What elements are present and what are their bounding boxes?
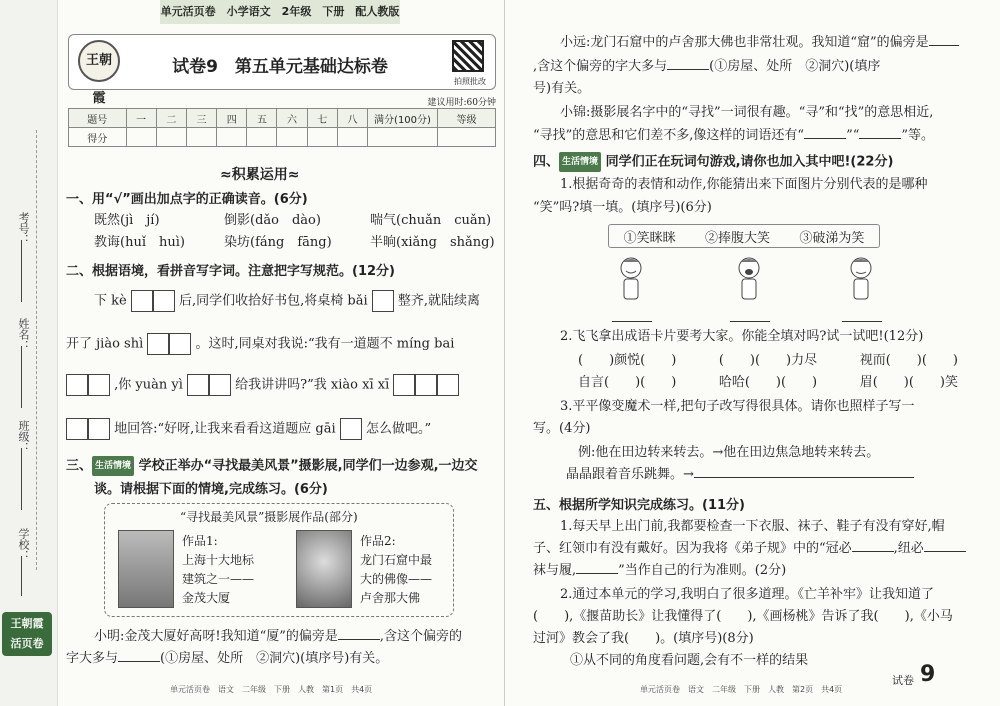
score-header: 五 — [247, 109, 277, 128]
q2-heading: 二、根据语境，看拼音写字词。注意把字写规范。(12分) — [66, 264, 395, 279]
context-tag: 生活情境 — [559, 152, 601, 172]
caption-line: 上海十大地标 — [182, 553, 255, 567]
laugh-option: ①笑眯眯 — [623, 230, 676, 246]
q4-1-text: 1.根据奇奇的表情和动作,你能猜出来下面图片分别代表的是哪种 — [560, 177, 928, 192]
q5-text: 子、红领巾有没有戴好。因为我将《弟子规》中的“冠必 — [533, 541, 852, 556]
char-box[interactable] — [437, 374, 459, 396]
q2-line — [66, 418, 431, 440]
page-title: 试卷9 第五单元基础达标卷 — [172, 57, 388, 77]
char-box[interactable] — [88, 418, 110, 440]
q1-item[interactable]: 半晌(xiǎng shǎng) — [370, 235, 495, 250]
q3-heading — [66, 456, 478, 476]
q1-item[interactable]: 教诲(huǐ huì) — [94, 235, 185, 250]
class-line — [21, 448, 22, 510]
char-box[interactable] — [66, 418, 88, 440]
q1-item[interactable]: 倒影(dǎo dào) — [224, 213, 321, 228]
example-sentence: 例:他在田边转来转去。→他在田边焦急地转来转去。 — [578, 445, 880, 460]
dialogue-text: ,含这个偏旁的字大多与 — [533, 59, 668, 74]
q2-line — [66, 374, 459, 396]
q5-text: ,纽必 — [893, 541, 924, 556]
char-box[interactable] — [88, 374, 110, 396]
score-cell[interactable] — [438, 128, 496, 147]
answer-blank[interactable] — [694, 466, 914, 478]
score-label: 得分 — [69, 128, 127, 147]
q5-option: ①从不同的角度看问题,会有不一样的结果 — [570, 653, 809, 668]
q4-number: 四、 — [533, 154, 560, 170]
q2-text: 给我讲讲吗?”我 xiào xī xī — [235, 377, 390, 393]
exam-no-line — [21, 240, 22, 302]
q5-2-text2: ( ),《揠苗助长》让我懂得了( ),《画杨桃》告诉了我( ),《小马 — [533, 609, 953, 624]
q4-heading — [533, 152, 893, 172]
q1-item[interactable]: 染坊(fáng fāng) — [224, 235, 332, 250]
answer-blank[interactable] — [576, 562, 618, 574]
answer-blank[interactable] — [924, 540, 966, 552]
buddha-statue-photo — [296, 530, 352, 608]
cut-line — [36, 130, 37, 570]
char-box[interactable] — [393, 374, 415, 396]
q2-text: 地回答:“好呀,让我来看看这道题应 gāi — [114, 421, 336, 437]
name-label: 姓名： — [17, 318, 30, 351]
task-text: 晶晶跟着音乐跳舞。→ — [566, 467, 694, 482]
q4-3-text: 3.平平像变魔术一样,把句子改写得很具体。请你也照样子写一 — [560, 399, 915, 414]
idiom-row — [578, 352, 958, 370]
char-box[interactable] — [153, 290, 175, 312]
char-box[interactable] — [169, 333, 191, 355]
char-box[interactable] — [372, 290, 394, 312]
q4-text: 同学们正在玩词句游戏,请你也加入其中吧!(22分) — [605, 154, 894, 170]
score-table — [68, 108, 496, 147]
answer-blank[interactable] — [338, 628, 380, 640]
dialogue-text: ,含这个偏旁的 — [379, 629, 463, 644]
xiaoyuan-line2 — [533, 58, 880, 76]
answer-blank[interactable] — [804, 127, 846, 139]
score-cell[interactable] — [217, 128, 247, 147]
section-title: ≈积累运用≈ — [220, 167, 300, 183]
score-cell[interactable] — [337, 128, 367, 147]
dialogue-text: 小远:龙门石窟中的卢舍那大佛也非常壮观。我知道“窟”的偏旁是 — [560, 35, 929, 50]
score-cell[interactable] — [277, 128, 307, 147]
laugh-options — [608, 224, 880, 248]
center-fold — [504, 0, 505, 706]
answer-blank[interactable] — [730, 310, 770, 322]
score-header: 三 — [186, 109, 216, 128]
q4-1-text-cont: “笑”吗?填一填。(填序号)(6分) — [533, 200, 712, 215]
dialogue-text: (①房屋、处所 ②洞穴)(填序 — [709, 59, 881, 74]
work2-caption — [360, 532, 432, 608]
caption-line: 建筑之一—— — [182, 572, 255, 586]
score-header: 二 — [156, 109, 186, 128]
rewrite-task — [566, 466, 914, 484]
dialogue-text: “寻找”的意思和它们差不多,像这样的词语还有“ — [533, 128, 805, 143]
score-header: 八 — [337, 109, 367, 128]
answer-blank[interactable] — [118, 650, 160, 662]
idiom-row — [578, 374, 958, 392]
score-cell[interactable] — [307, 128, 337, 147]
qr-label: 拍照批改 — [454, 77, 486, 86]
name-line — [21, 346, 22, 408]
xiaoming-line2 — [66, 650, 388, 668]
answer-blank[interactable] — [667, 58, 709, 70]
xiaojin-line: 小锦:摄影展名字中的“寻找”一词很有趣。“寻”和“找”的意思相近, — [560, 105, 934, 120]
score-cell[interactable] — [156, 128, 186, 147]
q4-2-text: 2.飞飞拿出成语卡片要考大家。你能全填对吗?试一试吧!(12分) — [560, 329, 924, 344]
idiom-item[interactable]: 视而( )( ) — [859, 353, 958, 368]
score-header: 七 — [307, 109, 337, 128]
xiaoming-line — [94, 628, 462, 646]
page-number: 9 — [920, 662, 936, 687]
score-cell[interactable] — [247, 128, 277, 147]
q2-text: ,你 yuàn yì — [114, 377, 183, 393]
qr-code-icon[interactable] — [452, 40, 484, 72]
score-header: 等级 — [438, 109, 496, 128]
q2-text: 整齐,就陆续离 — [397, 293, 481, 309]
caption-line: 龙门石窟中最 — [360, 553, 433, 567]
q5-1-text3 — [533, 562, 786, 580]
q2-text: 下 kè — [94, 293, 127, 309]
q5-1-text: 1.每天早上出门前,我都要检查一下衣服、袜子、鞋子有没有穿好,帽 — [560, 519, 945, 534]
idiom-item[interactable]: 自言( )( ) — [578, 375, 677, 390]
work1-caption — [182, 532, 254, 608]
score-header: 六 — [277, 109, 307, 128]
q2-text: 怎么做吧。” — [365, 421, 432, 437]
score-cell[interactable] — [126, 128, 156, 147]
answer-blank[interactable] — [929, 34, 959, 46]
idiom-item[interactable]: ( )颜悦( ) — [578, 353, 677, 368]
school-line — [21, 556, 22, 596]
kid-smiling-icon — [616, 256, 646, 302]
context-tag: 生活情境 — [92, 456, 134, 476]
q2-text: 开了 jiào shì — [66, 336, 144, 352]
caption-line: 卢舍那大佛 — [360, 591, 421, 605]
brand-logo: 王朝霞 — [78, 40, 120, 82]
answer-blank[interactable] — [852, 540, 894, 552]
class-label: 班级： — [17, 420, 30, 453]
kid-tearful-smile-icon — [846, 256, 876, 302]
char-box[interactable] — [340, 418, 362, 440]
header-bar: 单元活页卷 小学语文 2年级 下册 配人教版 — [160, 0, 400, 24]
score-header: 四 — [217, 109, 247, 128]
q5-heading: 五、根据所学知识完成练习。(11分) — [533, 498, 745, 513]
score-cell[interactable] — [186, 128, 216, 147]
q3-number: 三、 — [66, 458, 93, 474]
score-header: 一 — [126, 109, 156, 128]
laugh-option: ③破涕为笑 — [799, 230, 865, 246]
dialogue-text: (①房屋、处所 ②洞穴)(填序号)有关。 — [160, 651, 389, 666]
exam-no-label: 考号： — [17, 212, 30, 245]
caption-line: 金茂大厦 — [182, 591, 231, 605]
q4-3-text-cont: 写。(4分) — [533, 421, 591, 436]
q1-item[interactable]: 喘气(chuǎn cuǎn) — [370, 213, 492, 228]
char-box[interactable] — [66, 374, 88, 396]
binding-strip — [0, 0, 58, 706]
q2-text: 。这时,同桌对我说:“我有一道题不 míng bai — [195, 336, 455, 352]
page-footer: 单元活页卷 语文 二年级 下册 人教 第1页 共4页 — [170, 685, 373, 694]
char-box[interactable] — [415, 374, 437, 396]
dialogue-text: ”“ — [846, 128, 860, 143]
idiom-item[interactable]: 眉( )( )笑 — [859, 375, 958, 390]
score-header: 题号 — [69, 109, 127, 128]
jinmao-tower-photo — [118, 530, 174, 608]
answer-blank[interactable] — [859, 127, 901, 139]
kid-laughing-icon — [734, 256, 764, 302]
q5-text: ”当作自己的行为准则。(2分) — [618, 563, 787, 578]
idiom-item[interactable]: ( )( )力尽 — [718, 353, 818, 368]
char-box[interactable] — [147, 333, 169, 355]
q3-text: 学校正举办“寻找最美风景”摄影展,同学们一边参观,一边交 — [138, 458, 478, 474]
q2-line — [66, 333, 454, 355]
q5-text: 袜与履, — [533, 563, 577, 578]
char-box[interactable] — [209, 374, 231, 396]
page-footer: 单元活页卷 语文 二年级 下册 人教 第2页 共4页 — [640, 685, 843, 694]
dialogue-text: 字大多与 — [66, 651, 119, 666]
idiom-item[interactable]: 哈哈( )( ) — [718, 375, 818, 390]
page-label: 试卷 — [892, 674, 914, 687]
exhibit-title: “寻找最美风景”摄影展作品(部分) — [180, 510, 358, 524]
xiaoyuan-line3: 号)有关。 — [533, 81, 591, 96]
q5-2-text: 2.通过本单元的学习,我明白了很多道理。《亡羊补牢》让我知道了 — [560, 587, 935, 602]
char-box[interactable] — [187, 374, 209, 396]
xiaoyuan-line — [560, 34, 959, 52]
q1-heading: 一、用“√”画出加点字的正确读音。(6分) — [66, 192, 308, 207]
laugh-option: ②捧腹大笑 — [704, 230, 770, 246]
q2-text: 后,同学们收拾好书包,将桌椅 bǎi — [179, 293, 368, 309]
answer-blank[interactable] — [612, 310, 652, 322]
answer-blank[interactable] — [842, 310, 882, 322]
score-cell[interactable] — [368, 128, 438, 147]
caption-line: 作品2: — [360, 534, 396, 548]
brand-badge: 王朝霞 活页卷 — [2, 612, 52, 656]
char-box[interactable] — [131, 290, 153, 312]
caption-line: 作品1: — [182, 534, 218, 548]
q3-heading-cont: 谈。请根据下面的情境,完成练习。(6分) — [94, 482, 328, 497]
q5-1-text2 — [533, 540, 966, 558]
time-note: 建议用时:60分钟 — [427, 98, 496, 108]
q2-line — [94, 290, 480, 312]
xiaojin-line2 — [533, 127, 934, 145]
q5-2-text3: 过河》教会了我( )。(填序号)(8分) — [533, 631, 754, 646]
caption-line: 大的佛像—— — [360, 572, 433, 586]
dialogue-text: ”等。 — [901, 128, 935, 143]
q1-item[interactable]: 既然(jì jí) — [94, 213, 160, 228]
school-label: 学校： — [17, 528, 30, 561]
dialogue-text: 小明:金茂大厦好高呀!我知道“厦”的偏旁是 — [94, 629, 338, 644]
score-header: 满分(100分) — [368, 109, 438, 128]
